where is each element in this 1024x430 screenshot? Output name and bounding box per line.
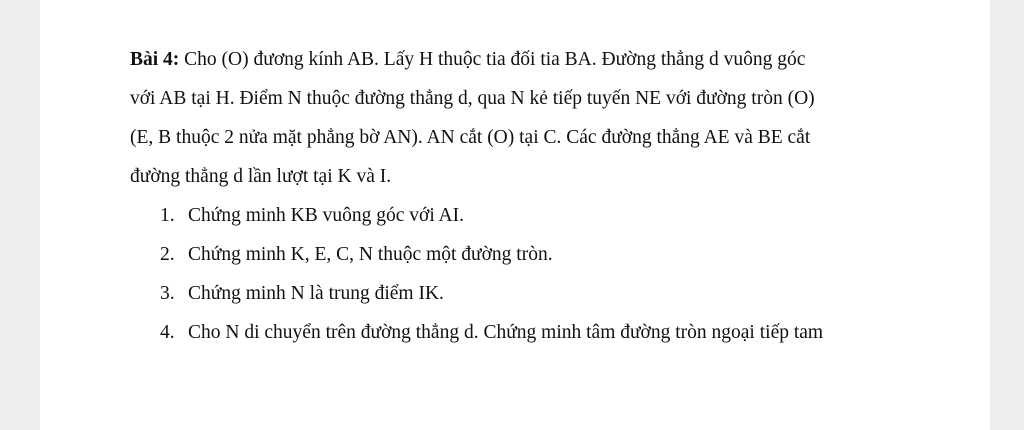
problem-text-line-1: Cho (O) đương kính AB. Lấy H thuộc tia đối tia BA. Đường thẳng d vuông góc [184, 49, 806, 70]
document-page [40, 0, 990, 430]
problem-line-2: với AB tại H. Điểm N thuộc đường thẳng d, qua N kẻ tiếp tuyến NE với đường tròn (O) [130, 88, 815, 109]
question-text: Chứng minh KB vuông góc với AI. [188, 205, 465, 226]
problem-content [130, 40, 960, 352]
question-number: 4. [160, 322, 175, 343]
question-item-1 [130, 196, 960, 235]
question-number: 2. [160, 244, 175, 265]
problem-line-1 [130, 40, 960, 79]
question-item-2 [130, 235, 960, 274]
question-item-4 [130, 313, 960, 352]
question-text: Chứng minh N là trung điểm IK. [188, 283, 444, 304]
question-list [130, 196, 960, 352]
question-item-3 [130, 274, 960, 313]
problem-line-4: đường thẳng d lần lượt tại K và I. [130, 166, 392, 187]
question-text: Chứng minh K, E, C, N thuộc một đường tròn. [188, 244, 553, 265]
question-number: 1. [160, 205, 175, 226]
question-text: Cho N di chuyển trên đường thẳng d. Chứng minh tâm đường tròn ngoại tiếp tam [188, 322, 824, 343]
problem-label: Bài 4: [130, 49, 180, 70]
problem-line-3: (E, B thuộc 2 nửa mặt phẳng bờ AN). AN cắt (O) tại C. Các đường thẳng AE và BE cắt [130, 127, 811, 148]
question-number: 3. [160, 283, 175, 304]
